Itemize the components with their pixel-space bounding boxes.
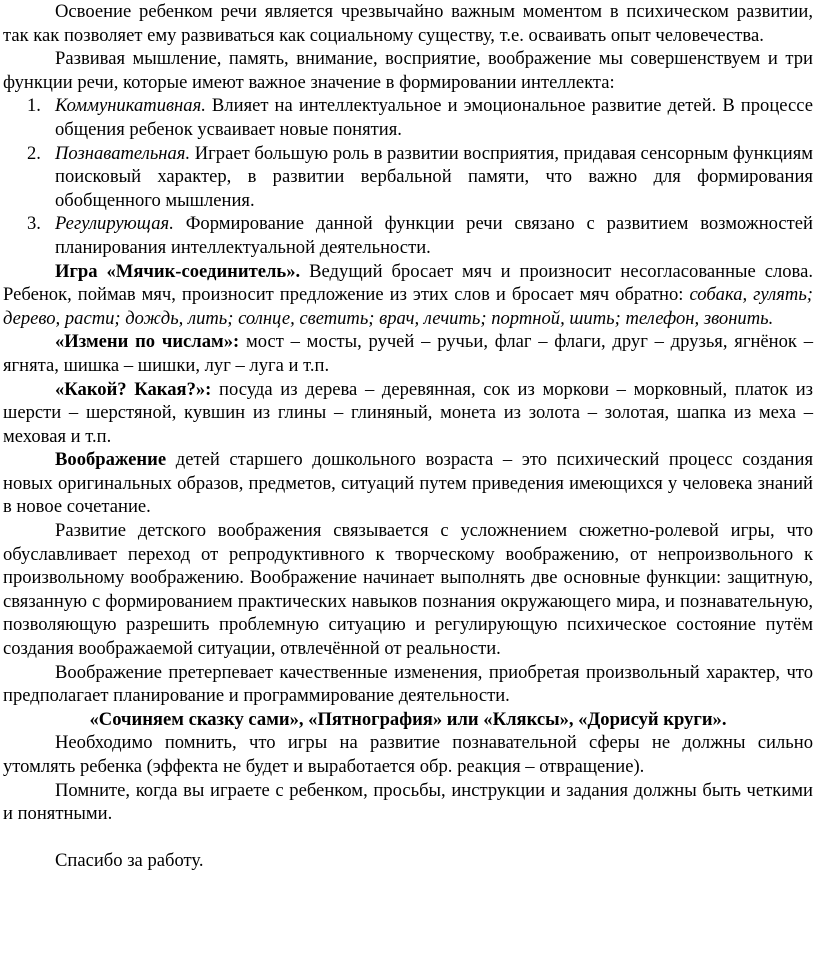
- function-text: Играет большую роль в развитии восприятия, придавая сенсорным функциям поисковый характер, в развитии вербальной памяти, что важно для формирования обобщенного мышления.: [55, 142, 814, 211]
- imagination-term: Воображение: [55, 449, 167, 471]
- paragraph-imagination: [3, 448, 813, 519]
- list-item: [3, 212, 813, 259]
- list-number: 3.: [27, 213, 41, 235]
- paragraph-remember-2: Помните, когда вы играете с ребенком, просьбы, инструкции и задания должны быть четкими и понятными.: [3, 779, 813, 825]
- list-number: 1.: [27, 95, 41, 117]
- closing-thanks: Спасибо за работу.: [55, 850, 204, 872]
- game-text: Ведущий бросает мяч и произносит несогласованные слова. Ребенок, поймав мяч, произносит предложение из этих слов и бросает мяч обратно:: [3, 260, 813, 306]
- list-item: [3, 94, 813, 141]
- game-text: мост – мосты, ручей – ручьи, флаг – флаги, друг – друзья, ягнёнок – ягнята, шишка – шишки, луг – луга и т.п.: [3, 331, 813, 376]
- games-heading: [3, 708, 813, 732]
- paragraph-game-numbers: [3, 330, 813, 377]
- function-text: Формирование данной функции речи связано с развитием возможностей планирования интеллектуальной деятельности.: [55, 213, 813, 258]
- spacer: [3, 826, 813, 850]
- paragraph-game-ball: [3, 260, 813, 331]
- list-number: 2.: [27, 142, 41, 164]
- game-title: «Какой? Какая?»:: [55, 378, 212, 400]
- function-term: Познавательная.: [55, 142, 191, 164]
- function-term: Коммуникативная.: [55, 95, 206, 117]
- paragraph-speech-functions: Развивая мышление, память, внимание, восприятие, воображение мы совершенствуем и три функции речи, которые имеют важное значение в формировании интеллекта:: [3, 48, 813, 93]
- list-item: [3, 142, 813, 213]
- paragraph-intro: Освоение ребенком речи является чрезвычайно важным моментом в психическом развитии, так как позволяет ему развиваться как социальному существу, т.е. осваивать опыт человечества.: [3, 1, 813, 46]
- paragraph-imagination-development: Развитие детского воображения связывается с усложнением сюжетно-ролевой игры, что обуславливает переход от репродуктивного к творческому воображению, от непроизвольного к произвольному воображению. Воображение начинает выполнять две основные функции: защитную, связанную с формированием практических навыков познания окружающего мира, и познавательную, позволяющую разрешить проблемную ситуацию и регулирующую психическое состояние путём создания воображаемой ситуации, отвлечённой от реальности.: [3, 520, 813, 660]
- game-text: посуда из дерева – деревянная, сок из моркови – морковный, платок из шерсти – шерстяной, кувшин из глины – глиняный, монета из золота – золотая, шапка из меха – меховая и т.п.: [3, 378, 813, 447]
- function-text: Влияет на интеллектуальное и эмоциональное развитие детей. В процессе общения ребенок усваивает новые понятия.: [55, 95, 813, 140]
- paragraph-game-which: [3, 378, 813, 449]
- paragraph-remember-1: Необходимо помнить, что игры на развитие познавательной сферы не должны сильно утомлять ребенка (эффекта не будет и выработается обр. реакция – отвращение).: [3, 732, 813, 777]
- speech-functions-list: [3, 94, 813, 259]
- paragraph-imagination-quality: Воображение претерпевает качественные изменения, приобретая произвольный характер, что предполагает планирование и программирование деятельности.: [3, 661, 813, 707]
- game-title: Игра «Мячик-соединитель».: [55, 260, 301, 282]
- game-title: «Измени по числам»:: [55, 331, 240, 353]
- game-examples: собака, гулять; дерево, расти; дождь, лить; солнце, светить; врач, лечить; портной, шить; телефон, звонить.: [3, 284, 813, 329]
- function-term: Регулирующая.: [55, 213, 174, 235]
- imagination-text: детей старшего дошкольного возраста – это психический процесс создания новых оригинальных образов, предметов, ситуаций путем приведения имеющихся у человека знаний в новое сочетание.: [3, 449, 813, 518]
- games-heading-text: «Сочиняем сказку сами», «Пятнография» или «Кляксы», «Дорисуй круги».: [89, 708, 727, 730]
